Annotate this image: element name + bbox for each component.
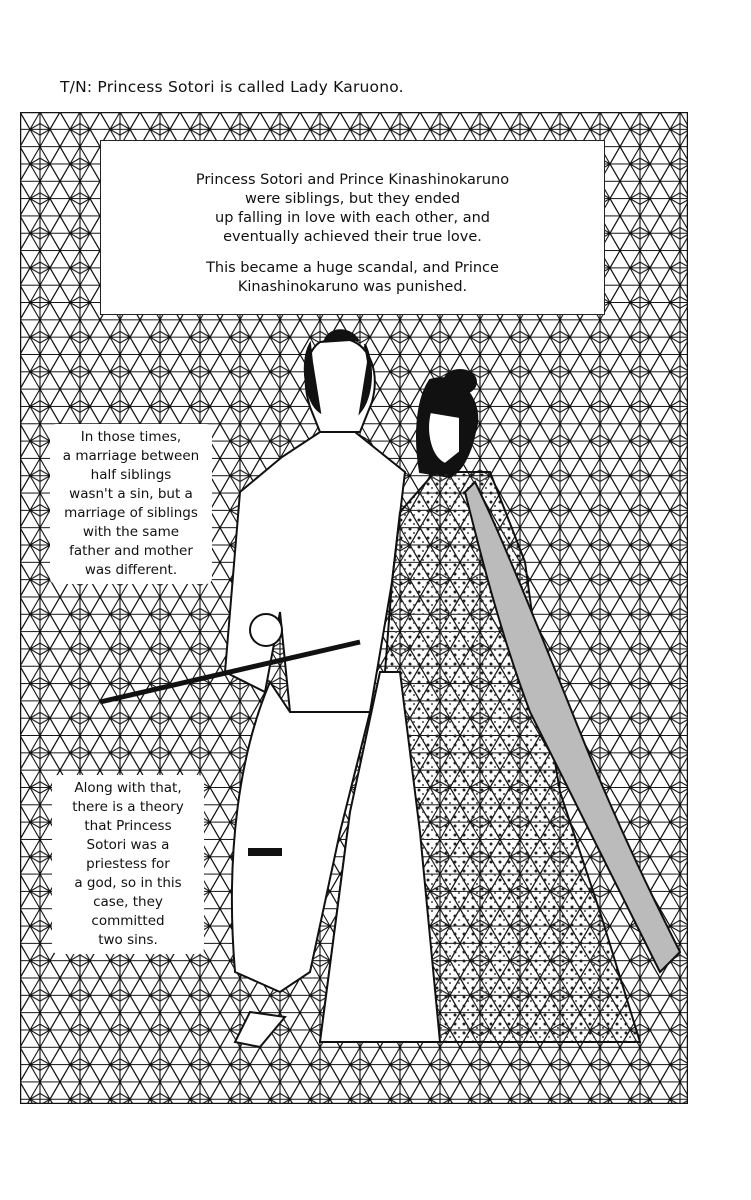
bubble-line: two sins. — [98, 932, 158, 948]
bubble-line: case, they — [93, 894, 163, 910]
narration-caption-box — [100, 140, 605, 315]
bubble-line: committed — [91, 913, 165, 929]
caption-line: up falling in love with each other, and — [215, 210, 490, 226]
bubble-line: there is a theory — [72, 799, 184, 815]
caption-paragraph-1 — [101, 171, 604, 247]
speech-bubble-bottom — [52, 775, 204, 954]
bubble-line: Along with that, — [74, 780, 182, 796]
caption-line: Princess Sotori and Prince Kinashinokaruno — [195, 172, 510, 188]
caption-line: Kinashinokaruno was punished. — [237, 279, 468, 295]
bubble-line: wasn't a sin, but a — [69, 486, 193, 502]
caption-line: This became a huge scandal, and Prince — [206, 260, 499, 276]
bubble-line: a marriage between — [62, 448, 200, 464]
bubble-line: that Princess — [84, 818, 172, 834]
caption-paragraph-2 — [101, 259, 604, 297]
speech-bubble-top — [50, 424, 212, 584]
bubble-line: In those times, — [80, 429, 182, 445]
bubble-line: a god, so in this — [74, 875, 182, 891]
translator-note: T/N: Princess Sotori is called Lady Karuono. — [60, 78, 404, 96]
bubble-line: father and mother — [69, 543, 193, 559]
bubble-line: half siblings — [90, 467, 172, 483]
bubble-line: with the same — [82, 524, 180, 540]
bubble-line: Sotori was a — [86, 837, 170, 853]
bubble-line: was different. — [84, 562, 178, 578]
caption-line: eventually achieved their true love. — [223, 229, 482, 245]
bubble-line: marriage of siblings — [64, 505, 198, 521]
bubble-line: priestess for — [86, 856, 170, 872]
caption-line: were siblings, but they ended — [244, 191, 461, 207]
